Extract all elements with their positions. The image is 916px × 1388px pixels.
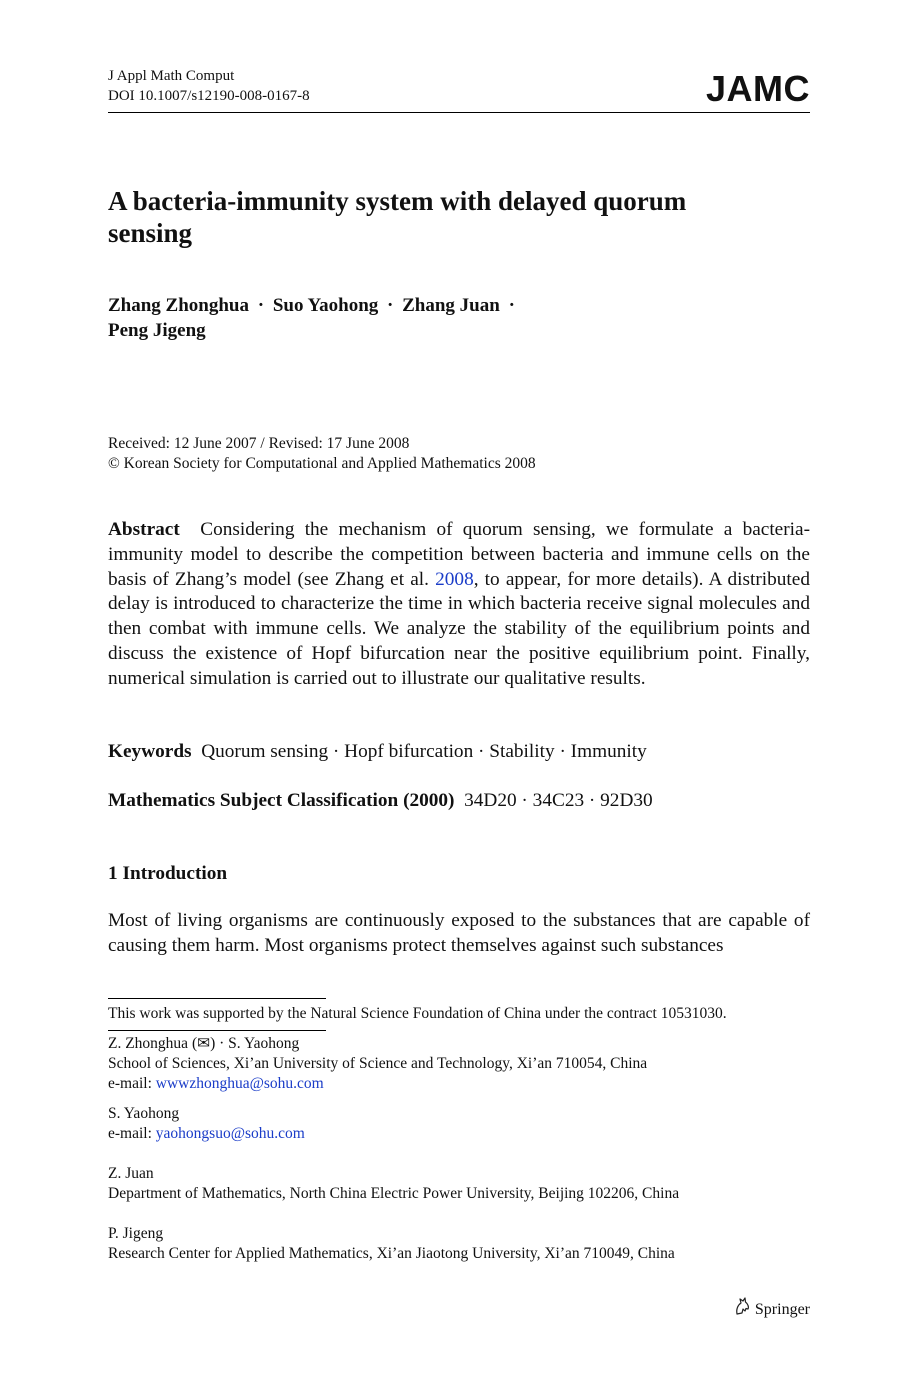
publisher-name: Springer (754, 1300, 810, 1318)
footnote-divider (108, 1030, 326, 1031)
title-line-1: A bacteria-immunity system with delayed quorum (108, 186, 687, 216)
abstract (108, 518, 810, 692)
publication-dates (108, 434, 536, 474)
funding-footnote: This work was supported by the Natural Science Foundation of China under the contract 10531030. (108, 1005, 727, 1022)
author-separator: · (387, 295, 394, 316)
email-link[interactable]: wwwzhonghua@sohu.com (155, 1075, 324, 1092)
journal-logo: JAMC (705, 68, 810, 109)
section-heading: 1 Introduction (108, 863, 228, 884)
introduction-text: Most of living organisms are continuously exposed to the substances that are capable of causing them harm. Most organisms protect themselves against such substances (108, 910, 810, 956)
affiliation-yaohong (108, 1104, 810, 1144)
page-header (108, 66, 810, 113)
springer-horse-icon (733, 1296, 751, 1323)
affiliation-email-line (108, 1124, 810, 1144)
abstract-text-1: Considering the mechanism of quorum sensing, we formulate a bacteria-immunity model to describe the competition between bacteria and immune cells on the basis of Zhang’s model (see Zhang et al. (108, 519, 810, 590)
affiliation-institution: School of Sciences, Xi’an University of Science and Technology, Xi’an 710054, China (108, 1055, 648, 1072)
received-date: Received: 12 June 2007 / Revised: 17 June 2008 (108, 435, 410, 452)
publisher-mark (733, 1296, 810, 1323)
citation-link[interactable]: 2008 (435, 568, 474, 590)
paper-title (108, 185, 728, 249)
affiliation-names: Z. Juan (108, 1165, 154, 1182)
affiliation-institution: Research Center for Applied Mathematics, Xi’an Jiaotong University, Xi’an 710049, China (108, 1245, 675, 1262)
keywords-heading: Keywords (108, 741, 192, 762)
subject-classification (108, 788, 810, 813)
msc-text: 34D20 · 34C23 · 92D30 (464, 790, 653, 811)
affiliation-names: Z. Zhonghua (✉) · S. Yaohong (108, 1035, 300, 1052)
author-name: Zhang Zhonghua (108, 295, 249, 316)
affiliation-email-line (108, 1074, 810, 1094)
copyright: © Korean Society for Computational and Applied Mathematics 2008 (108, 455, 536, 472)
author-name: Zhang Juan (402, 295, 500, 316)
affiliation-names: S. Yaohong (108, 1105, 180, 1122)
author-separator: · (508, 295, 515, 316)
email-label: e-mail: (108, 1075, 152, 1092)
affiliation-names: P. Jigeng (108, 1225, 164, 1242)
affiliation-jigeng (108, 1224, 810, 1264)
affiliation-zhonghua (108, 1034, 810, 1094)
author-list (108, 293, 668, 343)
footnote-divider (108, 998, 326, 999)
title-line-2: sensing (108, 218, 193, 248)
email-label: e-mail: (108, 1125, 152, 1142)
affiliation-juan (108, 1164, 810, 1204)
journal-name: J Appl Math Comput (108, 68, 235, 84)
keywords (108, 739, 810, 764)
abstract-text-2: , to appear, for more details). A distributed delay is introduced to characterize the time in which bacteria receive signal molecules and then combat with immune cells. We analyze the stability of the equilibrium points and discuss the existence of Hopf bifurcation near the positive equilibrium point. Finally, numerical simulation is carried out to illustrate our qualitative results. (108, 568, 810, 689)
email-link[interactable]: yaohongsuo@sohu.com (155, 1125, 305, 1142)
author-separator: · (257, 295, 265, 316)
author-name: Suo Yaohong (272, 295, 379, 316)
abstract-heading: Abstract (108, 519, 180, 540)
affiliation-institution: Department of Mathematics, North China Electric Power University, Beijing 102206, China (108, 1185, 680, 1202)
keywords-text: Quorum sensing · Hopf bifurcation · Stability · Immunity (201, 741, 647, 762)
msc-heading: Mathematics Subject Classification (2000) (108, 790, 455, 811)
doi: DOI 10.1007/s12190-008-0167-8 (108, 88, 310, 104)
author-name: Peng Jigeng (108, 320, 206, 341)
